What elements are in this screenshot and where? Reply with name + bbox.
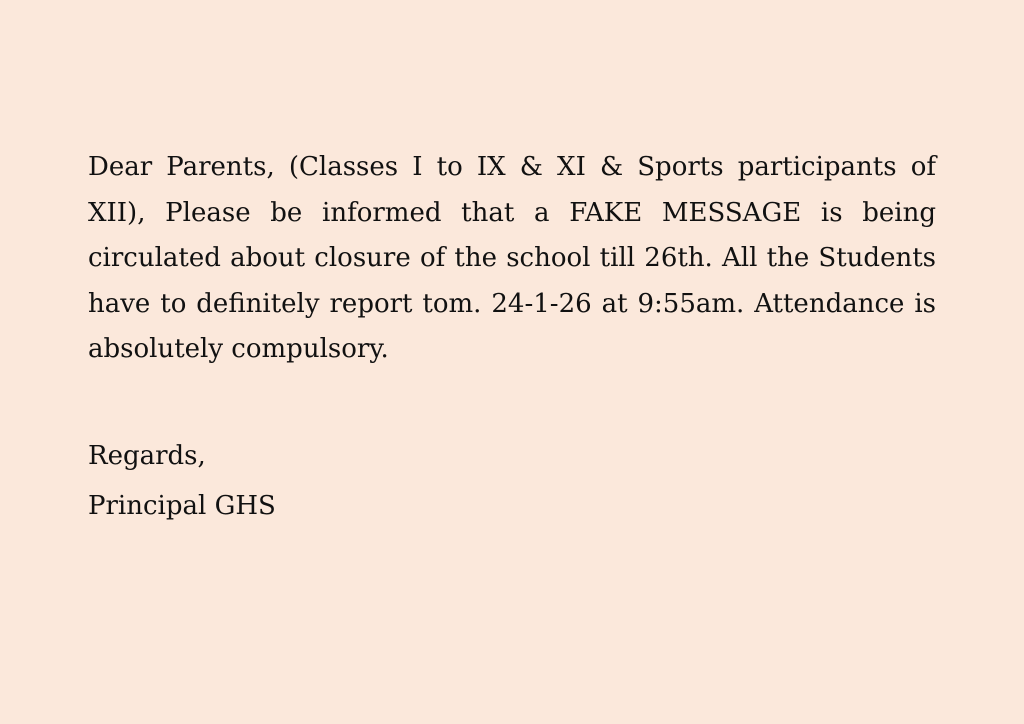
notice-content — [88, 145, 936, 531]
signature-text: Principal GHS — [88, 490, 276, 521]
regards-text: Regards, — [88, 440, 206, 471]
closing-block — [88, 431, 936, 531]
notice-body: Dear Parents, (Classes I to IX & XI & Sports participants of XII), Please be informed that a FAKE MESSAGE is being circulated about closure of the school till 26th. All the Students have to definitely report tom. 24-1-26 at 9:55am. Attendance is absolutely compulsory. — [88, 152, 936, 364]
